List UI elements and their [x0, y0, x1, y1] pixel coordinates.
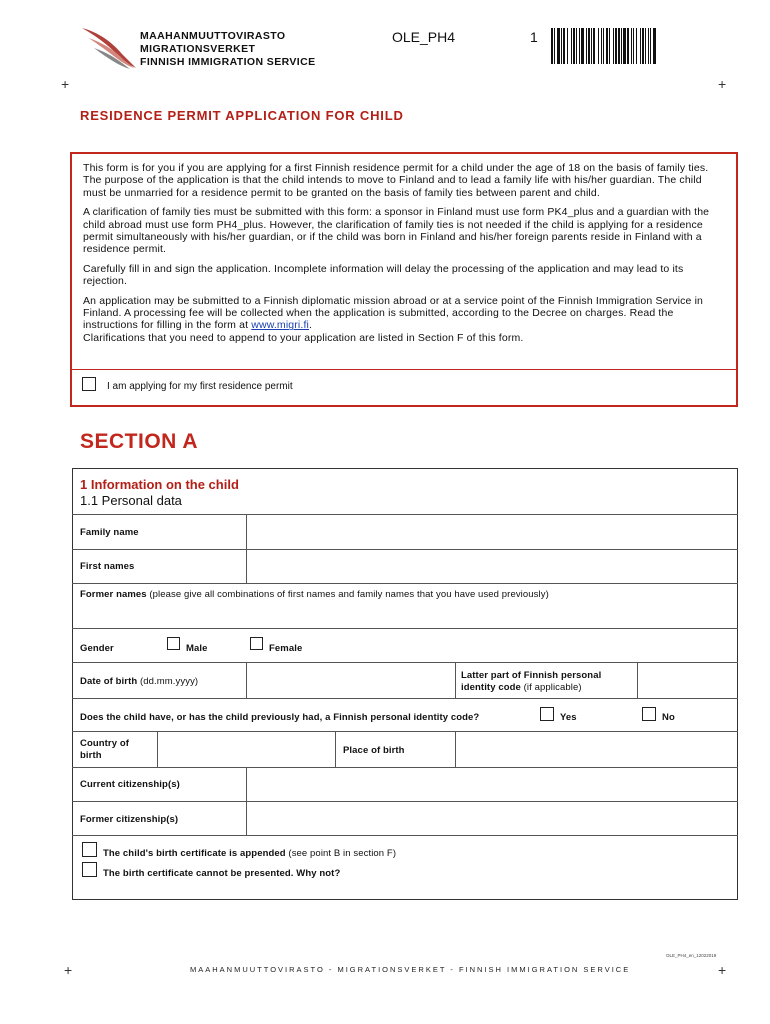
- male-checkbox[interactable]: [167, 637, 180, 650]
- first-names-field[interactable]: [247, 550, 737, 583]
- former-citizenship-field[interactable]: [247, 802, 737, 835]
- birth-certificate-appended-text: The child's birth certificate is appended: [103, 848, 286, 859]
- intro-paragraph-4: [83, 295, 723, 332]
- section-a-heading: SECTION A: [80, 430, 199, 453]
- identity-code-question: Does the child have, or has the child previously had, a Finnish personal identity code?: [80, 712, 480, 723]
- intro-paragraph-3: Carefully fill in and sign the application. Incomplete information will delay the processing of the application and may lead to its rejection.: [83, 262, 684, 288]
- form-code: OLE_PH4: [392, 29, 456, 45]
- agency-name-block: [140, 30, 316, 69]
- female-label: Female: [269, 643, 303, 654]
- current-citizenship-field[interactable]: [247, 768, 737, 801]
- footer-agency-line: MAAHANMUUTTOVIRASTO - MIGRATIONSVERKET - FINNISH IMMIGRATION SERVICE: [190, 965, 631, 974]
- date-of-birth-label-text: Date of birth: [80, 676, 138, 687]
- intro-divider: [72, 369, 736, 370]
- former-names-label-text: Former names: [80, 589, 147, 600]
- date-of-birth-hint: (dd.mm.yyyy): [137, 676, 199, 687]
- yes-checkbox[interactable]: [540, 707, 554, 721]
- crosshair-bottom-left: +: [64, 962, 73, 978]
- identity-code-field[interactable]: [638, 663, 737, 698]
- birth-certificate-appended-label: [103, 848, 396, 859]
- migri-link[interactable]: www.migri.fi: [251, 319, 310, 332]
- birth-certificate-appended-checkbox[interactable]: [82, 842, 97, 857]
- group-title: 1 Information on the child: [80, 477, 239, 492]
- intro-paragraph-2: A clarification of family ties must be submitted with this form: a sponsor in Finland must use form PK4_plus and a guardian with the child abroad must use form PH4_plus. However, the clarification of family ties is not needed if the child is applying for a residence permit simultaneously with his/her guardian, or if the child was born in Finland and his/her foreign parents reside in Finland with a residence permit.: [83, 206, 710, 256]
- agency-name-fi: MAAHANMUUTTOVIRASTO: [140, 30, 286, 42]
- former-names-field[interactable]: [73, 602, 737, 628]
- former-names-label: [80, 589, 549, 600]
- country-of-birth-field[interactable]: [158, 732, 335, 767]
- date-of-birth-field[interactable]: [247, 663, 455, 698]
- barcode: [551, 28, 729, 64]
- crosshair-bottom-right: +: [718, 962, 727, 978]
- agency-name-sv: MIGRATIONSVERKET: [140, 43, 256, 55]
- family-name-field[interactable]: [247, 515, 737, 549]
- identity-code-label-text: identity code: [461, 682, 521, 693]
- former-citizenship-label: Former citizenship(s): [80, 814, 179, 825]
- crosshair-top-left: +: [61, 76, 70, 92]
- birth-certificate-missing-checkbox[interactable]: [82, 862, 97, 877]
- birth-certificate-missing-label: The birth certificate cannot be presented. Why not?: [103, 868, 341, 879]
- form-title: RESIDENCE PERMIT APPLICATION FOR CHILD: [80, 108, 404, 123]
- place-of-birth-label: Place of birth: [343, 745, 405, 756]
- birth-certificate-reason-field[interactable]: [360, 862, 736, 898]
- col-divider: [455, 662, 456, 698]
- no-label: No: [662, 712, 675, 723]
- country-of-birth-label-line1: Country of: [80, 738, 130, 749]
- first-names-label: First names: [80, 561, 135, 572]
- crosshair-top-right: +: [718, 76, 727, 92]
- intro-paragraph-4-end: .: [309, 319, 313, 332]
- female-checkbox[interactable]: [250, 637, 263, 650]
- current-citizenship-label: Current citizenship(s): [80, 779, 180, 790]
- identity-code-hint: (if applicable): [520, 682, 582, 693]
- identity-code-label: [461, 670, 601, 694]
- family-name-label: Family name: [80, 527, 139, 538]
- intro-paragraph-1: This form is for you if you are applying for a first Finnish residence permit for a child under the age of 18 on the basis of family ties. The purpose of the application is that the child intends to move to Finland and to lead a family life with his/her guardian. The child must be unmarried for a residence permit to be granted on the basis of family ties between parent and child.: [83, 162, 709, 199]
- place-of-birth-field[interactable]: [456, 732, 737, 767]
- yes-label: Yes: [560, 712, 577, 723]
- row-divider: [72, 698, 738, 699]
- agency-name-en: FINNISH IMMIGRATION SERVICE: [140, 56, 316, 68]
- intro-text: [83, 162, 723, 351]
- footer-form-code: OLE_PH4_en_12022019: [666, 953, 717, 958]
- former-names-hint: (please give all combinations of first names and family names that you have used previously): [146, 589, 549, 600]
- birth-certificate-appended-hint: (see point B in section F): [285, 848, 397, 859]
- page-number: 1: [530, 29, 538, 45]
- male-label: Male: [186, 643, 208, 654]
- intro-paragraph-4-text: An application may be submitted to a Finnish diplomatic mission abroad or at a service point of the Finnish Immigration Service in Finland. A processing fee will be collected when the application is submitted, according to the Decree on charges. Read the instructions for filling in the form at: [83, 294, 704, 332]
- intro-paragraph-5: Clarifications that you need to append to your application are listed in Section F of this form.: [83, 331, 524, 344]
- no-checkbox[interactable]: [642, 707, 656, 721]
- group-subtitle: 1.1 Personal data: [80, 493, 182, 508]
- country-of-birth-label-line2: birth: [80, 750, 102, 761]
- row-divider: [72, 583, 738, 584]
- date-of-birth-label: [80, 676, 198, 687]
- gender-label: Gender: [80, 643, 114, 654]
- country-of-birth-label: [80, 738, 129, 762]
- migri-logo-wing-icon: [78, 26, 140, 70]
- row-divider: [72, 628, 738, 629]
- identity-code-label-line2: [461, 682, 601, 694]
- col-divider: [335, 731, 336, 767]
- barcode-bar: [656, 28, 657, 64]
- row-divider: [72, 835, 738, 836]
- first-permit-checkbox[interactable]: [82, 377, 96, 391]
- first-permit-label: I am applying for my first residence permit: [107, 381, 293, 392]
- identity-code-label-line1: Latter part of Finnish personal: [461, 670, 602, 681]
